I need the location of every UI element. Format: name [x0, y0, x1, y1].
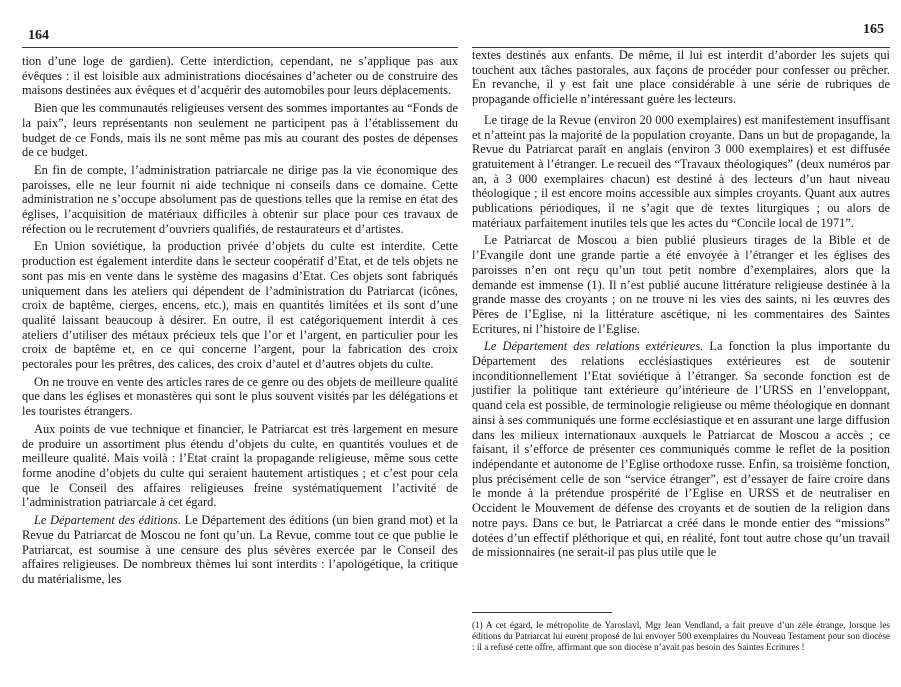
- paragraph: tion d’une loge de gardien). Cette interdiction, cependant, ne s’applique pas aux évêques : il est loisible aux administrations diocésaines d’acheter ou de construire des maisons destinées aux évêques et d’acquérir des automobiles pour leurs déplacements.: [22, 54, 458, 98]
- paragraph: Le Patriarcat de Moscou a bien publié plusieurs tirages de la Bible et de l’Evangile dont une grande partie a été envoyée à l’étranger et les églises des paroisses n’en ont reçu qu’un tout petit nombre d’exemplaires, alors que la demande est immense (1). Il n’est publié aucune littérature religieuse destinée à la grande masse des croyants ; on ne trouve ni les vies des saints, ni les œuvres des Pères de l’Eglise, ni la littérature ascétique, ni les commentaires des Saintes Ecritures, ni l’histoire de l’Eglise.: [472, 233, 890, 336]
- page-number-right: 165: [863, 22, 884, 37]
- section-relations: [472, 339, 890, 560]
- left-page-body: [22, 54, 458, 590]
- footnote-text: (1) A cet égard, le métropolite de Yaroslavl, Mgr Jean Vendland, a fait preuve d’un zèle étrange, lorsque les éditions du Patriarcat lui eurent proposé de lui envoyer 500 exemplaires du Nouveau Testament pour son diocèse : il a refusé cette offre, affirmant que son diocèse n’avait pas besoin des Saintes Ecritures !: [472, 620, 890, 652]
- paragraph: textes destinés aux enfants. De même, il lui est interdit d’aborder les sujets qui touchent aux tâches pastorales, aux façons de procéder pour confesser ou prêcher. En revanche, il y est fait une place considérable à une série de rubriques de propagande officielle n’intéressant guère les lecteurs.: [472, 48, 890, 107]
- footnote: [472, 620, 890, 652]
- right-page-body: [472, 12, 890, 563]
- section-text: La fonction la plus importante du Département des relations ecclésiastiques extérieures est de soutenir inconditionnellement l’Etat soviétique à l’étranger. Sa seconde fonction est de justifier la politique tant extérieure qu’intérieure de l’URSS en l’enveloppant, quand cela est possible, de terminologie religieuse ou même théologique en donnant ainsi à ses communiqués une forme ecclésiastique et en assurant une large diffusion dans les milieux internationaux auxquels le Patriarcat de Moscou a accès ; ce faisant, il s’efforce de présenter ces communiqués comme le reflet de la position indépendante et autonome de l’Eglise orthodoxe russe. Enfin, sa troisième fonction, plus précisément celle de son “service étranger”, est d’essayer de faire croire dans le monde à la prétendue prospérité de l’Eglise en URSS et de neutraliser en Occident le Mouvement de défense des croyants et de soutien de la religion dans notre pays. Dans ce but, le Patriarcat a créé dans le monde entier des “missions” dotées d’un effectif pléthorique et qui, en réalité, font tout autre chose qu’un travail de missionnaires (ne serait-il pas plus utile que le: [472, 339, 890, 560]
- header-rule-left: [22, 47, 458, 48]
- paragraph: En Union soviétique, la production privée d’objets du culte est interdite. Cette production est également interdite dans le secteur coopératif d’Etat, et de tels objets ne sont pas mis en vente dans le système des magasins d’Etat. Ces objets sont fabriqués uniquement dans les ateliers qui dépendent de l’administration du Patriarcat (icônes, croix de baptême, cierges, encens, etc.), mais en quantités limitées et ils sont d’une qualité laissant beaucoup à désirer. En outre, il est catégoriquement interdit à ces ateliers d’utiliser des métaux précieux tels que l’or et l’argent, en particulier pour les croix de baptême et, en ce qui concerne l’argent, pour la fabrication des croix pectorales pour les prêtres, des calices, des croix d’autel et d’autres objets du culte.: [22, 239, 458, 372]
- section-text: Le Département des éditions (un bien grand mot) et la Revue du Patriarcat de Moscou ne font qu’un. La Revue, comme tout ce que publie le Patriarcat, est soumise à une censure des plus sévères exercée par le Conseil des affaires religieuses. De nombreux thèmes lui sont interdits : l’apologétique, la critique du matérialisme, les: [22, 513, 458, 586]
- paragraph: Bien que les communautés religieuses versent des sommes importantes au “Fonds de la paix”, leurs représentants non seulement ne participent pas à l’établissement du budget de ce Fonds, mais ils ne sont même pas mis au courant des postes de dépenses de ce budget.: [22, 101, 458, 160]
- footnote-rule: [472, 612, 612, 613]
- section-heading: Le Département des relations extérieures.: [484, 339, 704, 354]
- paragraph: Le tirage de la Revue (environ 20 000 exemplaires) est manifestement insuffisant et n’atteint pas la majorité de la population croyante. Dans un but de propagande, la Revue du Patriarcat paraît en anglais (environ 3 000 exemplaires) et est diffusée gratuitement à l’étranger. Le recueil des “Travaux théologiques” (deux numéros par an, à 3 000 exemplaires chacun) est destiné à des lecteurs d’un haut niveau théologique ; il est encore moins accessible aux simples croyants. Quant aux autres publications périodiques, il ne s’agit que de textes liturgiques ; ou alors de matériaux parfaitement inutiles tels que les actes du “Concile local de 1971”.: [472, 112, 890, 230]
- paragraph: Aux points de vue technique et financier, le Patriarcat est très largement en mesure de produire un assortiment plus étendu d’objets du culte, en quantités voulues et de meilleure qualité. Mais voilà : l’Etat craint la propagande religieuse, même sous cette forme anodine d’objets du culte qui seraient hautement artistiques ; et c’est pour cela que le Conseil des affaires religieuses freine systématiquement l’activité de l’administration patriarcale à cet égard.: [22, 421, 458, 510]
- paragraph: On ne trouve en vente des articles rares de ce genre ou des objets de meilleure qualité que dans les églises et monastères qui sont le plus souvent visités par les délégations et les touristes étrangers.: [22, 374, 458, 419]
- page-number-left: 164: [28, 28, 49, 43]
- section-editions: [22, 513, 458, 587]
- section-heading: Le Département des éditions.: [34, 513, 181, 528]
- paragraph: En fin de compte, l’administration patriarcale ne dirige pas la vie économique des paroisses, elle ne leur fournit ni aide technique ni conseils dans ce domaine. Cette administration ne s’occupe absolument pas de questions telles que la remise en état des églises, l’acquisition de matériaux difficiles à obtenir sur place pour ces travaux de réfection ou le recrutement d’ouvriers qualifiés, de restaurateurs et d’artistes.: [22, 162, 458, 236]
